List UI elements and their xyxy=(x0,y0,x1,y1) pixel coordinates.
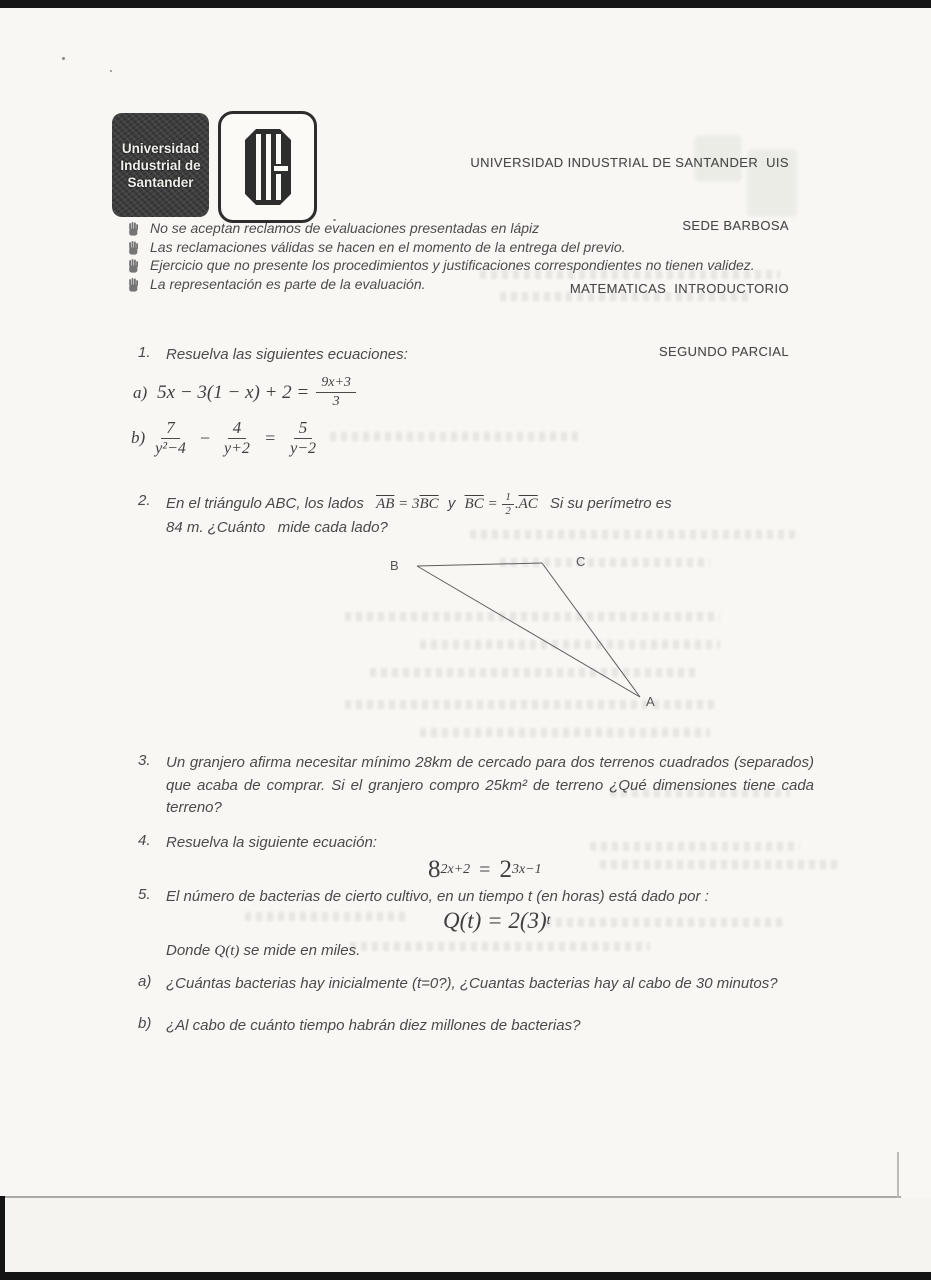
q5-note-post: se mide en miles. xyxy=(243,942,361,959)
q4-base-2: 2 xyxy=(499,856,512,883)
q1a-body: 5x − 3(1 − x) + 2 = xyxy=(157,381,310,403)
equals-sign: = xyxy=(479,858,491,881)
scanner-left-strip xyxy=(0,1196,5,1280)
q4-number: 4. xyxy=(138,832,151,849)
bleedthrough-ghost-line xyxy=(600,860,840,869)
q5-equation: Q(t) = 2(3) t xyxy=(443,908,551,933)
fraction-numerator: 4 xyxy=(228,419,247,439)
q2-pre: En el triángulo ABC, los lados xyxy=(166,494,364,512)
logo-text-line: Industrial de xyxy=(120,157,201,173)
bleedthrough-ghost-line xyxy=(330,432,580,441)
instruction-item xyxy=(127,256,805,275)
fraction-denominator: y²−4 xyxy=(155,440,186,457)
q2-number: 2. xyxy=(138,492,151,509)
vertex-label-b: B xyxy=(390,558,399,573)
q1b-fraction-3 xyxy=(290,419,316,457)
bleedthrough-ghost-line xyxy=(420,728,710,737)
instructions-list xyxy=(127,219,805,293)
q4-equation: 8 2x+2 = 2 3x−1 xyxy=(428,856,542,883)
instruction-item xyxy=(127,238,805,257)
uis-monogram-badge xyxy=(218,111,317,223)
bleedthrough-ghost-line xyxy=(350,942,650,951)
q5-note-math: Q(t) xyxy=(214,943,240,959)
equals-sign: = xyxy=(263,427,277,448)
header-university: UNIVERSIDAD INDUSTRIAL DE SANTANDER UIS xyxy=(470,155,789,170)
triangle-figure xyxy=(378,544,670,714)
q5-eq-body: Q(t) = 2(3) xyxy=(443,908,547,933)
hand-bullet-icon xyxy=(127,278,139,293)
page-right-edge xyxy=(897,1152,899,1198)
q3-number: 3. xyxy=(138,752,151,769)
header-exam: SEGUNDO PARCIAL xyxy=(658,344,789,359)
instruction-item xyxy=(127,219,805,238)
hand-bullet-icon xyxy=(127,222,139,237)
q1a-equation xyxy=(133,376,356,409)
q5-text: El número de bacterias de cierto cultivo, en un tiempo t (en horas) está dado por : xyxy=(166,888,709,905)
scan-speck xyxy=(110,70,112,72)
fraction-denominator: y−2 xyxy=(290,440,316,457)
instruction-text: No se aceptan reclamos de evaluaciones presentadas en lápiz xyxy=(150,220,540,236)
q2-dot: . xyxy=(514,495,519,512)
q1b-equation xyxy=(131,419,316,457)
uis-logo-badge xyxy=(112,113,209,217)
q5b-text: ¿Al cabo de cuánto tiempo habrán diez millones de bacterias? xyxy=(166,1017,581,1034)
q1-number: 1. xyxy=(138,344,151,361)
fraction-denominator: y+2 xyxy=(224,440,250,457)
scanner-bottom-strip xyxy=(0,1272,931,1280)
header-course: MATEMATICAS INTRODUCTORIO xyxy=(569,281,789,296)
page-bottom-edge xyxy=(0,1196,901,1198)
logo-text-line: Santander xyxy=(127,174,194,190)
under-sheet xyxy=(0,1198,931,1272)
q5b-label: b) xyxy=(138,1015,152,1032)
instruction-text: La representación es parte de la evaluación. xyxy=(150,275,426,292)
q2-relation-2 xyxy=(464,491,538,517)
minus-sign: − xyxy=(198,427,212,448)
one-half-fraction xyxy=(502,492,514,517)
q2-relation-1 xyxy=(376,496,439,512)
q3-text: Un granjero afirma necesitar mínimo 28km de cercado para dos terrenos cuadrados (separados) que acaba de comprar. Si el granjero compro 25km² de terreno ¿Qué dimensiones tiene cada terreno? xyxy=(166,754,814,816)
q2-rel2: = xyxy=(487,495,498,512)
q5-note-pre: Donde xyxy=(166,942,211,959)
uis-monogram-icon xyxy=(244,128,292,206)
bleedthrough-ghost-line xyxy=(545,918,785,927)
q1b-label: b) xyxy=(131,428,146,447)
fraction-numerator: 5 xyxy=(294,419,313,439)
bleedthrough-ghost-line xyxy=(590,842,800,851)
scanner-top-strip xyxy=(0,0,931,8)
segment-bc: $\overline{BC}$ xyxy=(419,495,439,512)
fraction-numerator: 9x+3 xyxy=(316,376,356,393)
vertex-label-c: C xyxy=(576,554,586,569)
q1b-fraction-1 xyxy=(155,419,186,457)
q5a-label: a) xyxy=(138,973,152,990)
q2-conjunction: y xyxy=(447,494,456,512)
instruction-text: Ejercicio que no presente los procedimientos y justificaciones correspondientes no tienen validez. xyxy=(150,257,755,273)
scan-speck xyxy=(62,57,65,60)
fraction-numerator: 1 xyxy=(502,492,514,505)
q5-note xyxy=(166,940,360,963)
segment-ac: $\overline{AC}$ xyxy=(518,495,538,512)
q2-post: Si su perímetro es xyxy=(549,494,672,512)
fraction-denominator: 2 xyxy=(505,505,511,517)
q1a-label: a) xyxy=(133,382,148,402)
q1a-fraction xyxy=(316,376,356,409)
fraction-denominator: 3 xyxy=(332,394,340,409)
q1b-fraction-2 xyxy=(224,419,250,457)
q4-text: Resuelva la siguiente ecuación: xyxy=(166,834,377,851)
vertex-label-a: A xyxy=(646,694,655,709)
q5a-text: ¿Cuántas bacterias hay inicialmente (t=0?), ¿Cuantas bacterias hay al cabo de 30 minutos? xyxy=(166,975,778,992)
q2-line2: 84 m. ¿Cuánto mide cada lado? xyxy=(166,519,388,536)
hand-bullet-icon xyxy=(127,241,139,256)
q2-rel1: = 3 xyxy=(398,495,420,512)
fraction-numerator: 7 xyxy=(161,419,180,439)
q2-text xyxy=(166,492,826,540)
logo-text-line: Universidad xyxy=(121,140,200,156)
segment-ab: $\overline{AB}$ xyxy=(376,495,395,512)
instruction-text: Las reclamaciones válidas se hacen en el momento de la entrega del previo. xyxy=(150,238,626,255)
instruction-item xyxy=(127,275,805,294)
q1-text: Resuelva las siguientes ecuaciones: xyxy=(166,346,408,363)
q4-base-1: 8 xyxy=(428,856,441,883)
header-campus: SEDE BARBOSA xyxy=(682,218,789,233)
q2-line1 xyxy=(166,492,826,517)
bleedthrough-ghost-line xyxy=(245,912,410,921)
hand-bullet-icon xyxy=(127,259,139,274)
segment-bc: $\overline{BC}$ xyxy=(464,495,484,512)
q5-number: 5. xyxy=(138,886,151,903)
